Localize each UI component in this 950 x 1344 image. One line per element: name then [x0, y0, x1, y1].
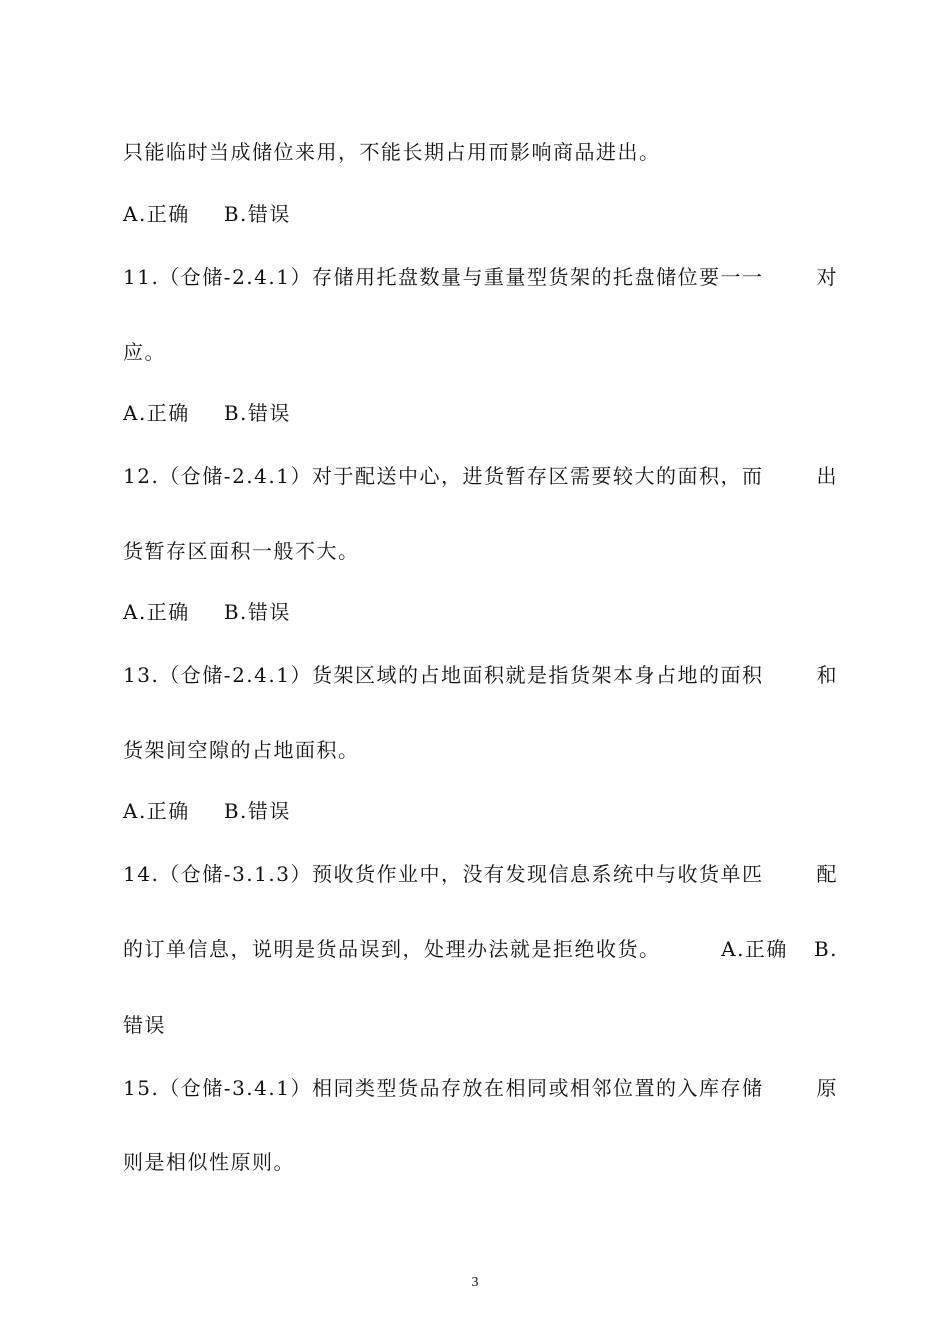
answer-options — [123, 399, 838, 427]
question-15-line-2: 则是相似性原则。 — [123, 1150, 295, 1174]
option-a: A.正确 — [123, 600, 190, 624]
question-text-end: 配 — [816, 862, 838, 886]
question-12-line-1 — [123, 462, 838, 490]
question-14-line-2 — [123, 935, 838, 963]
question-text: 14.（仓储-3.1.3）预收货作业中，没有发现信息系统中与收货单匹 — [123, 862, 764, 886]
option-b: B.错误 — [223, 401, 291, 425]
question-text: 11.（仓储-2.4.1）存储用托盘数量与重量型货架的托盘储位要一一 — [123, 265, 764, 289]
option-a: A.正确 — [123, 401, 190, 425]
question-11-line-1 — [123, 263, 838, 291]
question-14-line-1 — [123, 860, 838, 888]
option-a: A.正确 — [123, 799, 190, 823]
answer-options — [123, 598, 838, 626]
option-b: B. — [813, 937, 838, 961]
question-text-end: 和 — [816, 663, 838, 687]
question-15-line-1 — [123, 1074, 838, 1102]
question-text-end: 出 — [816, 464, 838, 488]
question-11-line-2: 应。 — [123, 340, 166, 364]
question-12-line-2: 货暂存区面积一般不大。 — [123, 539, 360, 563]
page-number: 3 — [471, 1275, 479, 1290]
question-13-line-2: 货架间空隙的占地面积。 — [123, 738, 360, 762]
question-text: 15.（仓储-3.4.1）相同类型货品存放在相同或相邻位置的入库存储 — [123, 1076, 764, 1100]
option-b: B.错误 — [223, 202, 291, 226]
answer-options — [123, 797, 838, 825]
option-a: A.正确 — [123, 202, 190, 226]
answer-options — [123, 200, 838, 228]
question-text: 13.（仓储-2.4.1）货架区域的占地面积就是指货架本身占地的面积 — [123, 663, 764, 687]
question-text: 的订单信息，说明是货品误到，处理办法就是拒绝收货。 — [123, 937, 661, 961]
continuation-text: 只能临时当成储位来用，不能长期占用而影响商品进出。 — [123, 140, 661, 164]
option-b: B.错误 — [223, 799, 291, 823]
question-text-end: 原 — [816, 1076, 838, 1100]
question-text-end: 对 — [816, 265, 838, 289]
option-b: B.错误 — [223, 600, 291, 624]
inline-options — [721, 935, 838, 963]
question-text: 12.（仓储-2.4.1）对于配送中心，进货暂存区需要较大的面积，而 — [123, 464, 764, 488]
question-13-line-1 — [123, 661, 838, 689]
question-14-line-3: 错误 — [123, 1013, 166, 1037]
option-a: A.正确 — [721, 937, 788, 961]
